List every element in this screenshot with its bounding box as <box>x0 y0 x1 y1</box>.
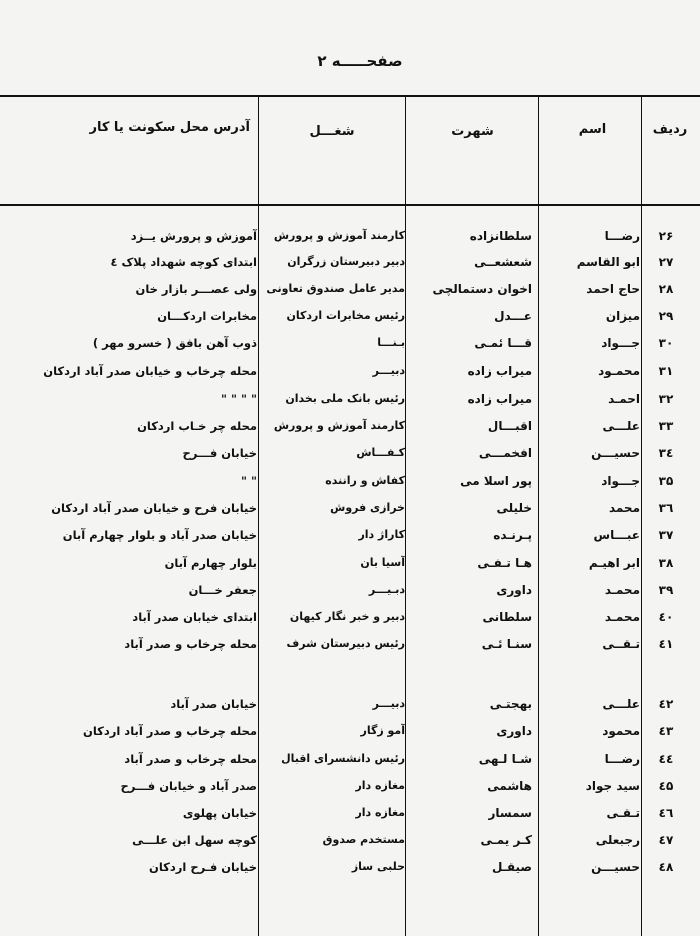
table-row <box>0 498 700 524</box>
person-address: محله چر خـاب اردکان <box>137 419 257 433</box>
person-fame: شعشعــی <box>474 255 532 269</box>
person-fame: داوری <box>496 583 532 597</box>
table-row <box>0 443 700 469</box>
person-name: رضـــا <box>604 752 640 766</box>
table-row <box>0 333 700 359</box>
person-job: کاراژ دار <box>358 528 405 541</box>
person-address: " " " " <box>221 392 257 406</box>
person-name: سید جواد <box>585 779 640 793</box>
person-fame: اخوان دستمالچی <box>432 282 532 296</box>
person-address: محله چرخاب و صدر آباد اردکان <box>83 724 257 738</box>
person-job: کارمند آموزش و پرورش <box>273 229 405 242</box>
table-top-rule <box>0 95 700 97</box>
table-row <box>0 857 700 883</box>
person-name: حسیـــن <box>591 860 640 874</box>
person-fame: صیقـل <box>492 860 532 874</box>
person-fame: افخمـــی <box>478 446 532 460</box>
person-name: رجبعلی <box>595 833 640 847</box>
row-number: ۲۷ <box>658 255 674 269</box>
person-address: محله چرخاب و صدر آباد <box>124 752 257 766</box>
header-job: شغـــل <box>309 124 355 139</box>
row-number: ۳۷ <box>658 528 674 542</box>
row-number: ٤۲ <box>658 697 674 711</box>
table-row <box>0 471 700 497</box>
person-fame: پـرنـده <box>493 528 532 542</box>
table-row <box>0 389 700 415</box>
person-job: مغازه دار <box>355 779 405 792</box>
table-row <box>0 776 700 802</box>
page-title: صفحـــــه ۲ <box>317 52 403 70</box>
person-address: خیابان پهلوی <box>182 806 257 820</box>
person-fame: اقبـــال <box>487 419 532 433</box>
person-fame: بهجتـی <box>489 697 532 711</box>
person-fame: داوری <box>496 724 532 738</box>
row-number: ٤۰ <box>658 610 674 624</box>
row-number: ٤۷ <box>658 833 674 847</box>
person-job: رئیس دانشسرای اقبال <box>281 752 405 765</box>
table-row <box>0 553 700 579</box>
person-name: احمـد <box>608 392 640 406</box>
person-name: جـــواد <box>601 336 640 350</box>
person-job: آسیا بان <box>360 556 405 569</box>
row-number: ۳۸ <box>658 556 674 570</box>
table-row <box>0 226 700 252</box>
table-row <box>0 580 700 606</box>
person-name: تـقــی <box>602 637 640 651</box>
person-address: ابتدای کوچه شهداد پلاک ٤ <box>110 255 257 269</box>
person-fame: عـــدل <box>494 309 532 323</box>
person-name: محمـد <box>604 583 640 597</box>
person-address: " " <box>241 474 257 488</box>
person-address: محله چرخاب و صدر آباد <box>124 637 257 651</box>
person-name: محمـود <box>598 364 640 378</box>
row-number: ٤٦ <box>658 806 674 820</box>
row-number: ۲۹ <box>658 309 674 323</box>
person-job: رئیس مخابرات اردکان <box>286 309 405 322</box>
row-number: ۲۶ <box>658 229 674 243</box>
table-header-rule <box>0 204 700 206</box>
person-fame: شـا لـهی <box>478 752 532 766</box>
person-address: مخابرات اردکـــان <box>157 309 257 323</box>
person-fame: سلطانی <box>482 610 532 624</box>
person-name: علـــی <box>602 419 640 433</box>
person-address: ولی عصـــر بازار خان <box>135 282 257 296</box>
person-job: رئیس بانک ملی بخدان <box>285 392 405 405</box>
table-row <box>0 252 700 278</box>
person-name: حاج احمد <box>586 282 640 296</box>
person-address: آموزش و پرورش یــزد <box>130 229 257 243</box>
table-row <box>0 279 700 305</box>
table-row <box>0 721 700 747</box>
row-number: ٤۳ <box>658 724 674 738</box>
row-number: ۳٤ <box>658 446 674 460</box>
header-address: آدرس محل سکونت یا کار <box>89 120 250 135</box>
row-number: ٤٤ <box>658 752 674 766</box>
person-fame: سنـا ئـی <box>481 637 532 651</box>
row-number: ۳۲ <box>658 392 674 406</box>
table-row <box>0 803 700 829</box>
person-address: ذوب آهن بافق ( خسرو مهر ) <box>92 336 257 350</box>
row-number: ۳۰ <box>658 336 674 350</box>
table-row <box>0 694 700 720</box>
person-name: عبـــاس <box>593 528 640 542</box>
person-name: محمـد <box>604 610 640 624</box>
person-name: ابر اهیـم <box>588 556 640 570</box>
person-address: محله چرخاب و خیابان صدر آباد اردکان <box>43 364 257 378</box>
row-number: ٤۵ <box>658 779 674 793</box>
row-number: ٤۸ <box>658 860 674 874</box>
person-fame: قـــا ئمـی <box>474 336 532 350</box>
table-row <box>0 525 700 551</box>
person-job: کفاش و راننده <box>325 474 405 487</box>
row-number: ٤۱ <box>658 637 674 651</box>
person-address: جعفر خـــان <box>188 583 257 597</box>
person-job: رئیس دبیرستان شرف <box>286 637 405 650</box>
person-job: دبیر دبیرستان زرگران <box>287 255 405 268</box>
person-fame: سلطانزاده <box>469 229 532 243</box>
header-fame: شهرت <box>451 124 494 139</box>
person-address: خیابان فـــرح <box>182 446 257 460</box>
person-address: بلوار چهارم آبان <box>164 556 257 570</box>
row-number: ۳٦ <box>658 501 674 515</box>
person-address: خیابان فـرح اردکان <box>149 860 257 874</box>
table-row <box>0 416 700 442</box>
row-number: ۲۸ <box>658 282 674 296</box>
person-fame: میراب زاده <box>467 392 532 406</box>
person-job: مدیر عامل صندوق تعاونی <box>266 282 405 295</box>
person-job: کارمند آموزش و پرورش <box>273 419 405 432</box>
person-job: مستخدم صدوق <box>322 833 405 846</box>
person-name: تـقـی <box>606 806 640 820</box>
person-job: مغازه دار <box>355 806 405 819</box>
person-job: کـفـــاش <box>356 446 405 459</box>
person-name: ابو القاسم <box>576 255 640 269</box>
person-address: ابتدای خیابان صدر آباد <box>132 610 257 624</box>
person-fame: کـر یمـی <box>480 833 532 847</box>
table-row <box>0 634 700 660</box>
row-number: ۳۱ <box>658 364 674 378</box>
person-address: خیابان صدر آباد <box>170 697 257 711</box>
person-job: بـنـــا <box>377 336 405 349</box>
person-job: حلبی ساز <box>351 860 405 873</box>
person-job: دبیـــر <box>372 697 405 710</box>
person-address: کوچه سهل ابن علـــی <box>132 833 257 847</box>
header-row-no: ردیف <box>652 122 688 137</box>
person-fame: هاشمی <box>487 779 532 793</box>
person-name: محمود <box>602 724 640 738</box>
person-job: دبیر و خبر نگار کیهان <box>289 610 405 623</box>
person-name: محمد <box>608 501 640 515</box>
person-fame: پور اسلا می <box>460 474 532 488</box>
person-fame: هـا تـفـی <box>477 556 532 570</box>
person-name: علـــی <box>602 697 640 711</box>
table-row <box>0 749 700 775</box>
person-fame: میراب زاده <box>467 364 532 378</box>
table-row <box>0 830 700 856</box>
person-address: خیابان فرح و خیابان صدر آباد اردکان <box>51 501 257 515</box>
person-job: دبیـــر <box>372 364 405 377</box>
row-number: ۳۵ <box>658 474 674 488</box>
table-row <box>0 607 700 633</box>
person-address: خیابان صدر آباد و بلوار چهارم آبان <box>62 528 257 542</box>
person-name: میزان <box>605 309 640 323</box>
table-row <box>0 361 700 387</box>
person-fame: سمسار <box>488 806 532 820</box>
person-job: دبـیـــر <box>368 583 405 596</box>
person-address: صدر آباد و خیابان فـــرح <box>120 779 257 793</box>
person-job: خرازی فروش <box>330 501 405 514</box>
table-row <box>0 306 700 332</box>
header-name: اسم <box>578 122 607 137</box>
person-name: رضـــا <box>604 229 640 243</box>
row-number: ۳۹ <box>658 583 674 597</box>
person-name: جـــواد <box>601 474 640 488</box>
row-number: ۳۳ <box>658 419 674 433</box>
person-job: آمو زگار <box>360 724 405 737</box>
person-fame: خلیلی <box>496 501 532 515</box>
person-name: حسیـــن <box>591 446 640 460</box>
